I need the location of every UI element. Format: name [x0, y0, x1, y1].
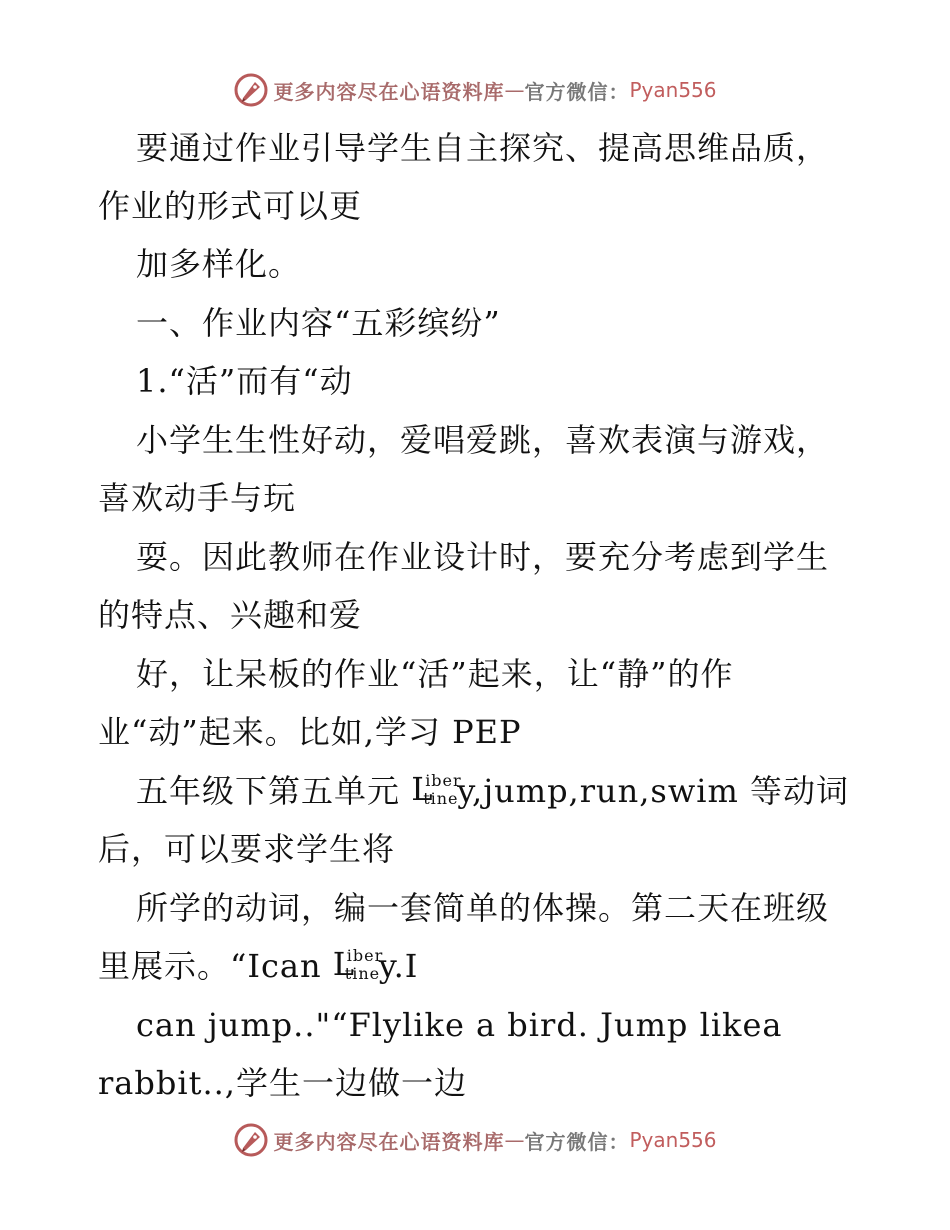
subsection-heading: 1.“活”而有“动 — [136, 362, 353, 400]
footer-watermark — [0, 1120, 950, 1160]
text-segment: y,jump,run,swim 等动词 — [457, 772, 849, 810]
text-line: can jump.."“Flylike a bird. Jump likea — [136, 1006, 783, 1044]
stacked-glyph-bottom: tine — [344, 964, 381, 983]
watermark-brand: 更多内容尽在心语资料库 — [273, 79, 505, 104]
text-line: rabbit..,学生一边做一边 — [98, 1064, 467, 1102]
watermark-account: Pyan556 — [629, 1128, 717, 1152]
watermark-dash: — — [504, 1128, 525, 1152]
stacked-glyph — [411, 770, 462, 811]
text-segment: 五年级下第五单元 — [136, 772, 412, 810]
stacked-glyph-top: iber — [425, 771, 462, 790]
text-line — [136, 771, 849, 811]
watermark-dash: — — [504, 78, 525, 102]
text-line: 后，可以要求学生将 — [98, 830, 396, 868]
text-segment: y.I — [378, 947, 419, 985]
watermark-label: 官方微信： — [524, 79, 630, 104]
pen-nib-logo-icon — [233, 1122, 269, 1158]
text-line — [98, 946, 418, 986]
section-heading: 一、作业内容“五彩缤纷” — [136, 304, 501, 342]
watermark-account: Pyan556 — [629, 78, 717, 102]
stacked-glyph-top: iber — [346, 946, 384, 965]
text-line: 小学生生性好动，爱唱爱跳，喜欢表演与游戏， — [136, 421, 830, 459]
stacked-glyph — [332, 945, 384, 986]
text-line: 作业的形式可以更 — [98, 187, 363, 225]
stacked-glyph-main: L — [411, 770, 434, 808]
watermark-label: 官方微信： — [524, 1129, 630, 1154]
text-line: 要通过作业引导学生自主探究、提高思维品质， — [136, 129, 830, 167]
watermark-brand: 更多内容尽在心语资料库 — [273, 1129, 505, 1154]
text-segment: 里展示。“Ican — [98, 947, 333, 985]
text-line: 好，让呆板的作业“活”起来，让“静”的作 — [136, 655, 734, 693]
text-line: 的特点、兴趣和爱 — [98, 596, 363, 634]
stacked-glyph-main: L — [332, 945, 356, 983]
stacked-glyph-bottom: tine — [423, 789, 459, 808]
text-line: 所学的动词，编一套简单的体操。第二天在班级 — [136, 889, 830, 927]
text-line: 喜欢动手与玩 — [98, 479, 297, 517]
text-line: 耍。因此教师在作业设计时，要充分考虑到学生 — [136, 538, 830, 576]
text-line: 业“动”起来。比如,学习 PEP — [98, 713, 522, 751]
text-line: 加多样化。 — [136, 245, 302, 283]
